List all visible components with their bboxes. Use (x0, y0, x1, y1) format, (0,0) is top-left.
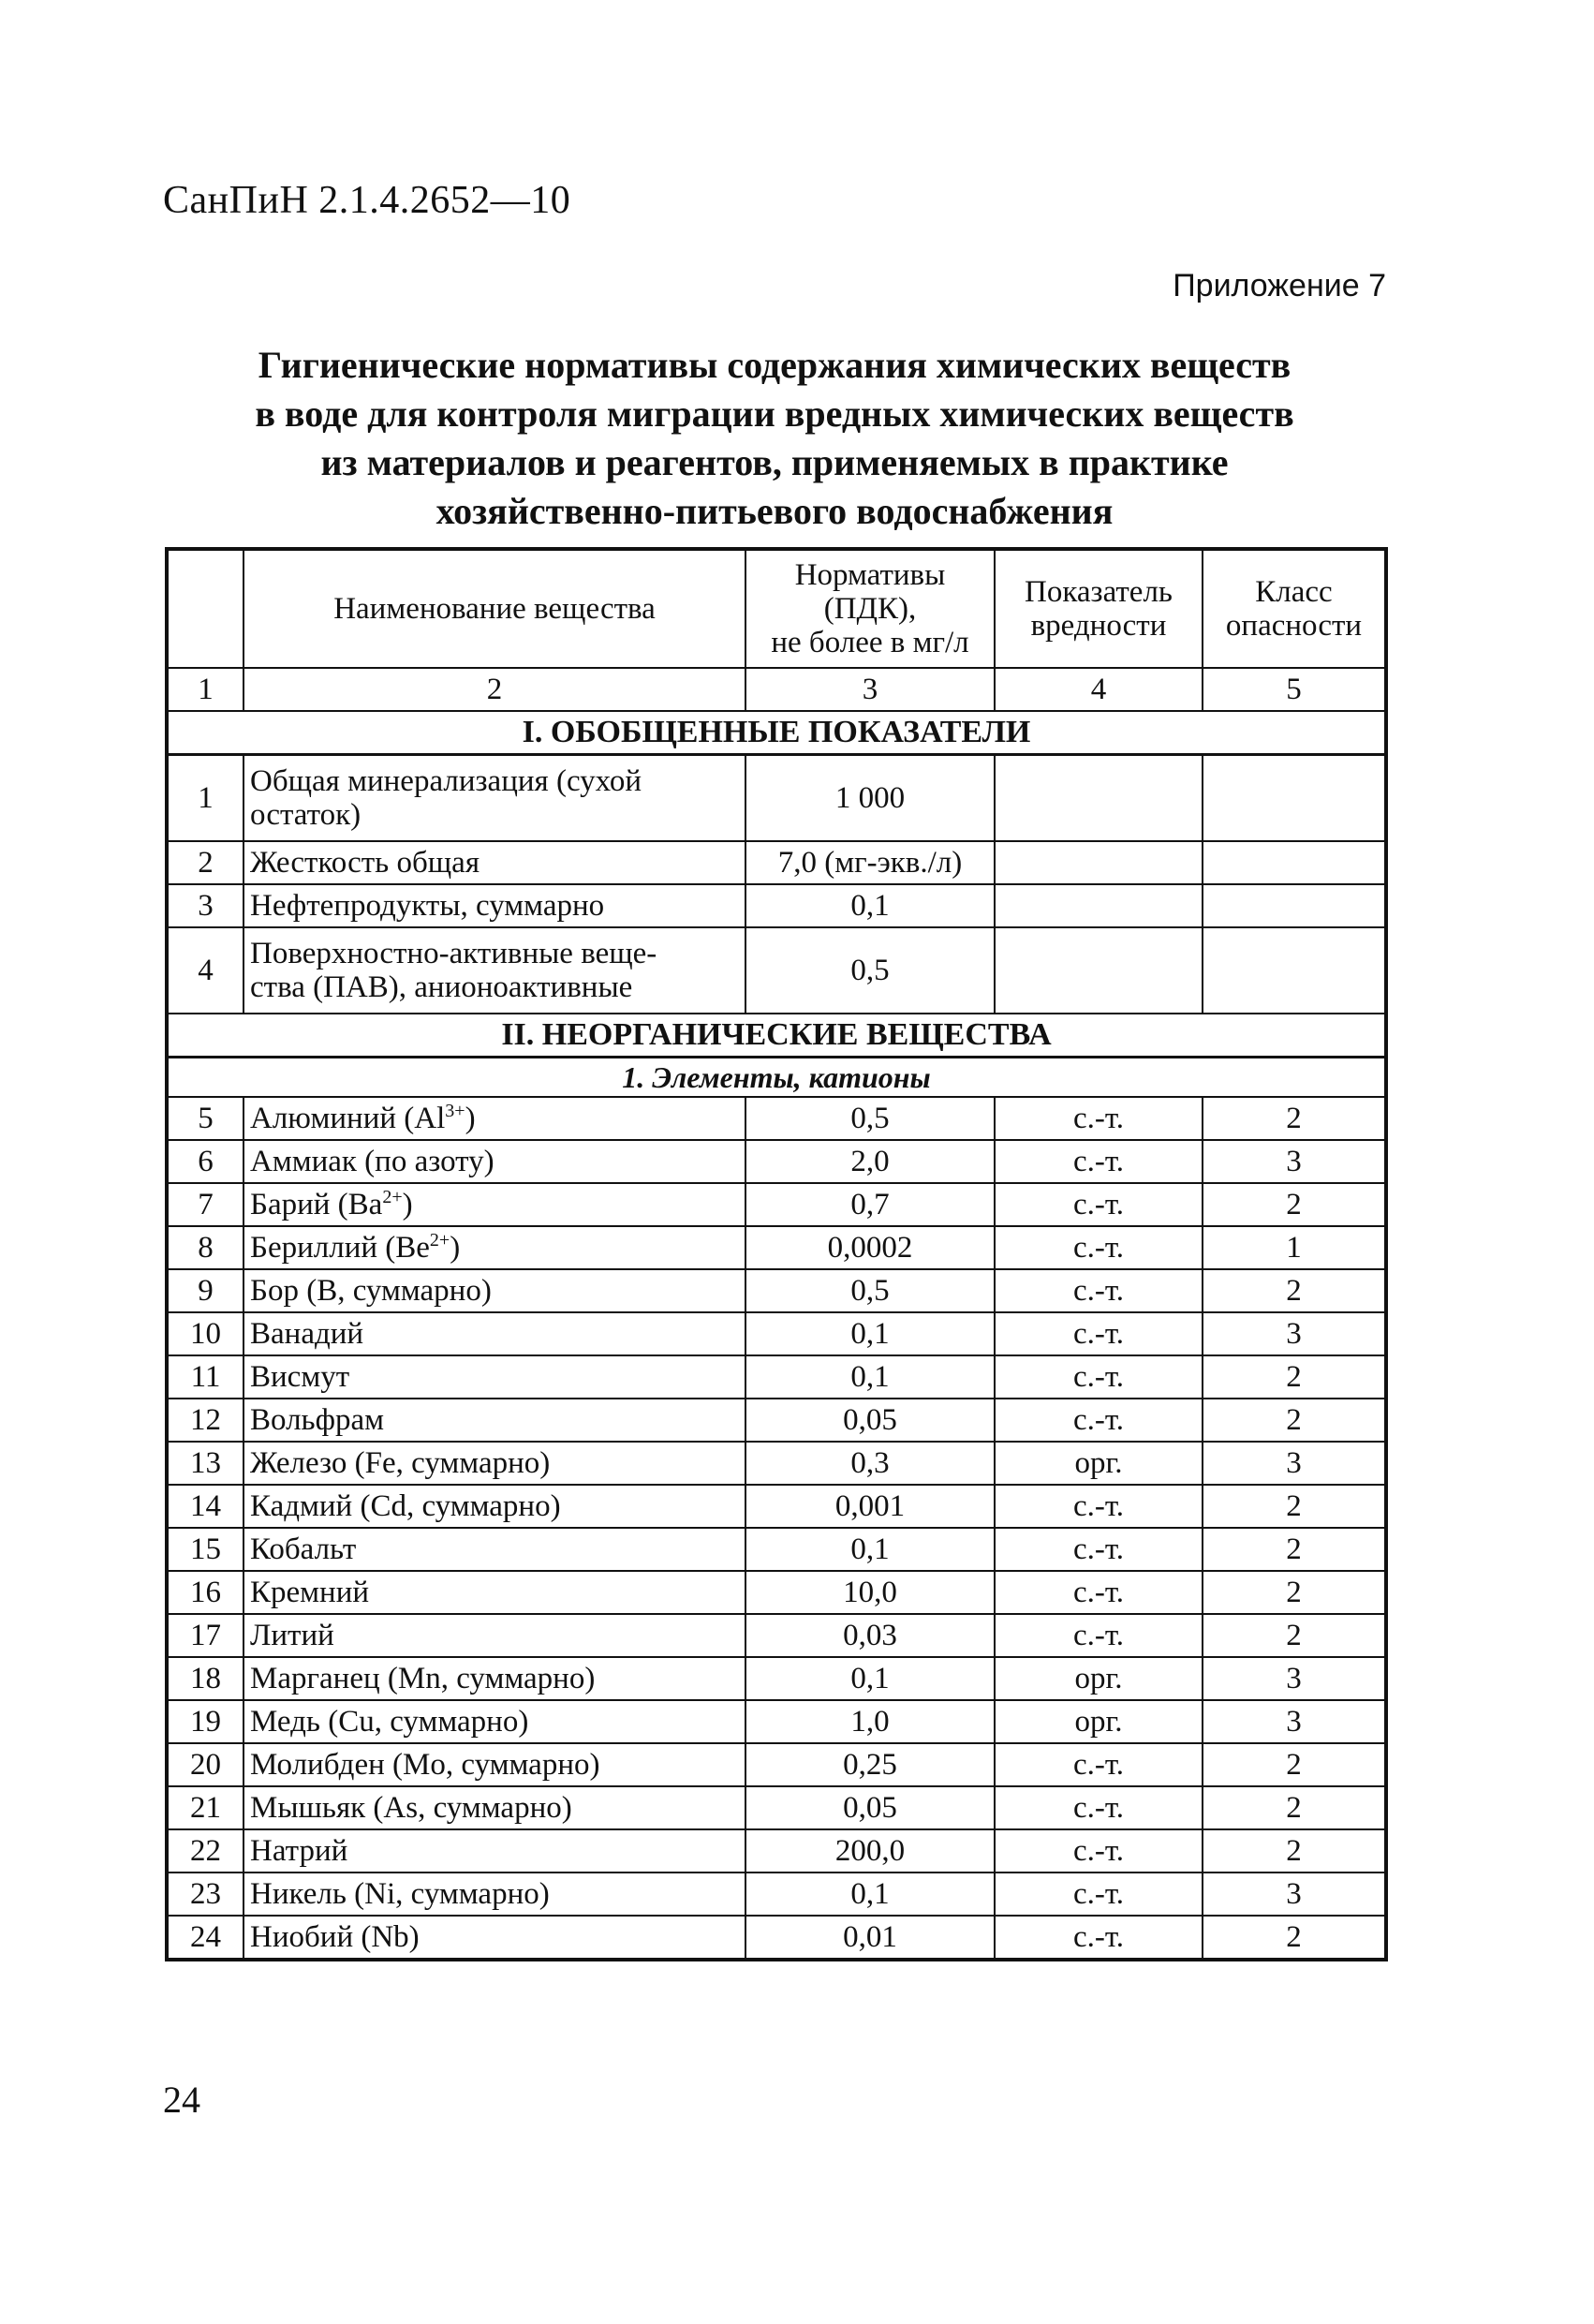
row-number: 10 (167, 1312, 244, 1355)
hazard-class: 3 (1203, 1140, 1386, 1183)
pdk-value: 10,0 (745, 1571, 995, 1614)
pdk-value: 0,25 (745, 1743, 995, 1786)
substance-name-text: Никель (Ni, суммарно) (250, 1877, 550, 1911)
norms-table (165, 547, 1388, 1961)
substance-name-line: остаток) (250, 798, 362, 832)
harm-indicator: с.-т. (995, 1873, 1203, 1916)
pdk-value: 0,01 (745, 1916, 995, 1960)
harm-indicator: орг. (995, 1657, 1203, 1700)
page-number: 24 (163, 2079, 200, 2121)
substance-name (244, 1399, 745, 1442)
substance-name-text: Аммиак (по азоту) (250, 1145, 494, 1178)
substance-name-line: Поверхностно-активные веще- (250, 937, 657, 970)
substance-name (244, 1829, 745, 1873)
header-col-number (167, 549, 244, 668)
substance-name (244, 755, 745, 842)
harm-indicator: орг. (995, 1700, 1203, 1743)
pdk-value: 200,0 (745, 1829, 995, 1873)
harm-indicator: с.-т. (995, 1269, 1203, 1312)
substance-name (244, 1528, 745, 1571)
hazard-class: 3 (1203, 1442, 1386, 1485)
section1-body (167, 755, 1386, 1014)
substance-name-text: Алюминий (Al (250, 1102, 446, 1135)
substance-name (244, 1916, 745, 1960)
table-row (167, 1226, 1386, 1269)
harm-indicator: с.-т. (995, 1614, 1203, 1657)
harm-indicator: орг. (995, 1442, 1203, 1485)
harm-indicator: с.-т. (995, 1743, 1203, 1786)
pdk-value: 1 000 (745, 755, 995, 842)
ion-charge: 3+ (445, 1101, 465, 1121)
substance-name-text: Ниобий (Nb) (250, 1920, 420, 1954)
pdk-value: 0,3 (745, 1442, 995, 1485)
table-row (167, 1442, 1386, 1485)
column-number: 3 (745, 668, 995, 711)
hazard-class: 2 (1203, 1183, 1386, 1226)
header-row (167, 549, 1386, 668)
substance-name-line: Жесткость общая (250, 846, 480, 880)
hazard-class: 2 (1203, 1786, 1386, 1829)
substance-name-line: ства (ПАВ), анионоактивные (250, 970, 633, 1004)
table-row (167, 841, 1386, 884)
pdk-value: 0,5 (745, 1097, 995, 1140)
substance-name-text: Железо (Fe, суммарно) (250, 1446, 551, 1480)
harm-indicator: с.-т. (995, 1312, 1203, 1355)
page-title (163, 341, 1386, 536)
substance-name (244, 1873, 745, 1916)
substance-name-text: Литий (250, 1619, 334, 1652)
substance-name-text: Кадмий (Cd, суммарно) (250, 1489, 561, 1523)
pdk-value: 0,7 (745, 1183, 995, 1226)
hazard-class: 2 (1203, 1916, 1386, 1960)
substance-name (244, 1442, 745, 1485)
section-title: II. НЕОРГАНИЧЕСКИЕ ВЕЩЕСТВА (167, 1014, 1386, 1058)
appendix-label: Приложение 7 (1173, 268, 1386, 303)
substance-name (244, 1140, 745, 1183)
harm-indicator: с.-т. (995, 1226, 1203, 1269)
column-number: 2 (244, 668, 745, 711)
substance-name-tail: ) (450, 1231, 461, 1265)
pdk-value: 0,0002 (745, 1226, 995, 1269)
pdk-value: 0,5 (745, 1269, 995, 1312)
table-row (167, 1700, 1386, 1743)
title-line: из материалов и реагентов, применяемых в практике (320, 441, 1229, 483)
substance-name (244, 1183, 745, 1226)
row-number: 8 (167, 1226, 244, 1269)
column-number-row (167, 668, 1386, 711)
pdk-value: 0,1 (745, 1873, 995, 1916)
substance-name (244, 1226, 745, 1269)
substance-name-tail: ) (465, 1102, 476, 1135)
table-row (167, 1916, 1386, 1960)
harm-indicator (995, 884, 1203, 927)
hazard-class (1203, 884, 1386, 927)
row-number: 7 (167, 1183, 244, 1226)
substance-name (244, 884, 745, 927)
row-number: 17 (167, 1614, 244, 1657)
harm-indicator: с.-т. (995, 1485, 1203, 1528)
pdk-value: 2,0 (745, 1140, 995, 1183)
hazard-class: 1 (1203, 1226, 1386, 1269)
substance-name (244, 1485, 745, 1528)
title-line: Гигиенические нормативы содержания химических веществ (258, 344, 1291, 386)
harm-indicator: с.-т. (995, 1097, 1203, 1140)
substance-name-text: Молибден (Mo, суммарно) (250, 1748, 600, 1782)
hazard-class: 2 (1203, 1571, 1386, 1614)
row-number: 19 (167, 1700, 244, 1743)
table-row (167, 1399, 1386, 1442)
row-number: 1 (167, 755, 244, 842)
substance-name-text: Бор (В, суммарно) (250, 1274, 492, 1308)
substance-name (244, 1097, 745, 1140)
hazard-class: 2 (1203, 1743, 1386, 1786)
column-number: 5 (1203, 668, 1386, 711)
row-number: 13 (167, 1442, 244, 1485)
section-header-row (167, 711, 1386, 755)
hazard-class (1203, 841, 1386, 884)
substance-name-line: Нефтепродукты, суммарно (250, 889, 605, 923)
row-number: 11 (167, 1355, 244, 1399)
table-row (167, 1355, 1386, 1399)
substance-name (244, 1312, 745, 1355)
subsection-header-row (167, 1058, 1386, 1098)
hazard-class: 3 (1203, 1657, 1386, 1700)
harm-indicator (995, 841, 1203, 884)
table-row (167, 1097, 1386, 1140)
hazard-class: 3 (1203, 1312, 1386, 1355)
table-row (167, 1657, 1386, 1700)
hazard-class: 2 (1203, 1528, 1386, 1571)
section-title: I. ОБОБЩЕННЫЕ ПОКАЗАТЕЛИ (167, 711, 1386, 755)
row-number: 9 (167, 1269, 244, 1312)
substance-name-text: Вольфрам (250, 1403, 385, 1437)
harm-indicator (995, 927, 1203, 1014)
hazard-class: 2 (1203, 1269, 1386, 1312)
harm-indicator: с.-т. (995, 1183, 1203, 1226)
substance-name-text: Мышьяк (As, суммарно) (250, 1791, 572, 1825)
pdk-value: 0,001 (745, 1485, 995, 1528)
row-number: 20 (167, 1743, 244, 1786)
substance-name-text: Висмут (250, 1360, 350, 1394)
table-row (167, 1528, 1386, 1571)
substance-name (244, 841, 745, 884)
substance-name (244, 927, 745, 1014)
harm-indicator: с.-т. (995, 1916, 1203, 1960)
hazard-class: 3 (1203, 1700, 1386, 1743)
header-indicator-line: вредности (1030, 609, 1167, 643)
harm-indicator: с.-т. (995, 1140, 1203, 1183)
pdk-value: 0,05 (745, 1399, 995, 1442)
header-indicator-line: Показатель (1025, 575, 1173, 609)
section-header-row (167, 1014, 1386, 1058)
table-row (167, 1312, 1386, 1355)
header-col-indicator (995, 549, 1203, 668)
row-number: 5 (167, 1097, 244, 1140)
row-number: 12 (167, 1399, 244, 1442)
table-row (167, 1829, 1386, 1873)
substance-name-text: Кремний (250, 1576, 370, 1609)
row-number: 24 (167, 1916, 244, 1960)
row-number: 16 (167, 1571, 244, 1614)
ion-charge: 2+ (382, 1187, 403, 1207)
harm-indicator: с.-т. (995, 1399, 1203, 1442)
pdk-value: 0,03 (745, 1614, 995, 1657)
table-row (167, 1743, 1386, 1786)
pdk-value: 0,1 (745, 884, 995, 927)
subsection-title: 1. Элементы, катионы (167, 1058, 1386, 1098)
header-pdk-line: Нормативы (794, 558, 946, 592)
table-row (167, 1183, 1386, 1226)
table-row (167, 1485, 1386, 1528)
hazard-class: 2 (1203, 1399, 1386, 1442)
document-code: СанПиН 2.1.4.2652—10 (163, 179, 571, 222)
table-row (167, 1873, 1386, 1916)
pdk-value: 0,1 (745, 1312, 995, 1355)
table-row (167, 1614, 1386, 1657)
row-number: 14 (167, 1485, 244, 1528)
substance-name (244, 1614, 745, 1657)
hazard-class: 2 (1203, 1355, 1386, 1399)
pdk-value: 0,1 (745, 1528, 995, 1571)
table-row (167, 755, 1386, 842)
header-pdk-line: не более в мг/л (771, 626, 969, 659)
substance-name-text: Бериллий (Be (250, 1231, 430, 1265)
substance-name-text: Марганец (Mn, суммарно) (250, 1662, 596, 1695)
row-number: 21 (167, 1786, 244, 1829)
title-line: хозяйственно-питьевого водоснабжения (435, 490, 1114, 532)
table-row (167, 1269, 1386, 1312)
harm-indicator: с.-т. (995, 1355, 1203, 1399)
harm-indicator: с.-т. (995, 1829, 1203, 1873)
harm-indicator: с.-т. (995, 1528, 1203, 1571)
substance-name-text: Барий (Ba (250, 1188, 383, 1221)
substance-name (244, 1355, 745, 1399)
row-number: 3 (167, 884, 244, 927)
table-row (167, 927, 1386, 1014)
row-number: 18 (167, 1657, 244, 1700)
row-number: 6 (167, 1140, 244, 1183)
title-line: в воде для контроля миграции вредных химических веществ (255, 392, 1294, 435)
substance-name-line: Общая минерализация (сухой (250, 764, 642, 798)
substance-name-tail: ) (402, 1188, 413, 1221)
row-number: 23 (167, 1873, 244, 1916)
hazard-class: 3 (1203, 1873, 1386, 1916)
pdk-value: 0,5 (745, 927, 995, 1014)
header-col-hazard-class (1203, 549, 1386, 668)
header-col-pdk (745, 549, 995, 668)
harm-indicator: с.-т. (995, 1786, 1203, 1829)
substance-name (244, 1571, 745, 1614)
substance-name-text: Натрий (250, 1834, 348, 1868)
header-class-line: опасности (1225, 609, 1363, 643)
row-number: 4 (167, 927, 244, 1014)
substance-name (244, 1657, 745, 1700)
pdk-value: 0,05 (745, 1786, 995, 1829)
column-number: 1 (167, 668, 244, 711)
table-row (167, 1140, 1386, 1183)
table-row (167, 1571, 1386, 1614)
header-class-line: Класс (1255, 575, 1333, 609)
substance-name-text: Кобальт (250, 1532, 357, 1566)
hazard-class: 2 (1203, 1829, 1386, 1873)
pdk-value: 7,0 (мг-экв./л) (745, 841, 995, 884)
table-row (167, 1786, 1386, 1829)
column-number: 4 (995, 668, 1203, 711)
pdk-value: 0,1 (745, 1657, 995, 1700)
table-row (167, 884, 1386, 927)
pdk-value: 1,0 (745, 1700, 995, 1743)
row-number: 2 (167, 841, 244, 884)
hazard-class: 2 (1203, 1614, 1386, 1657)
substance-name (244, 1743, 745, 1786)
header-col-substance: Наименование вещества (244, 549, 745, 668)
ion-charge: 2+ (429, 1230, 450, 1251)
hazard-class: 2 (1203, 1097, 1386, 1140)
harm-indicator: с.-т. (995, 1571, 1203, 1614)
header-pdk-line: (ПДК), (823, 592, 917, 626)
hazard-class: 2 (1203, 1485, 1386, 1528)
section2-body (167, 1097, 1386, 1960)
substance-name (244, 1786, 745, 1829)
row-number: 15 (167, 1528, 244, 1571)
hazard-class (1203, 755, 1386, 842)
substance-name (244, 1700, 745, 1743)
harm-indicator (995, 755, 1203, 842)
substance-name (244, 1269, 745, 1312)
row-number: 22 (167, 1829, 244, 1873)
substance-name-text: Медь (Cu, суммарно) (250, 1705, 529, 1739)
pdk-value: 0,1 (745, 1355, 995, 1399)
substance-name-text: Ванадий (250, 1317, 364, 1351)
hazard-class (1203, 927, 1386, 1014)
